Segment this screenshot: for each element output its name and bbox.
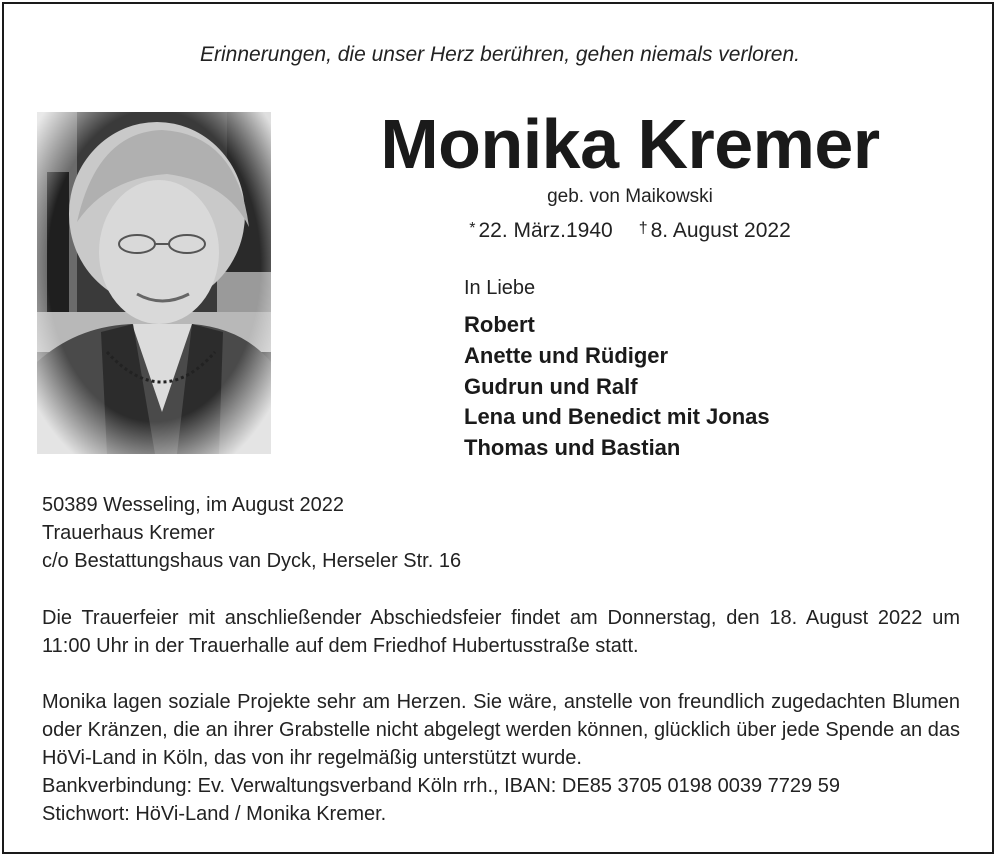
motto: Erinnerungen, die unser Herz berühren, gehen niemals verloren. (199, 43, 801, 66)
address-block (42, 491, 461, 575)
mourner: Anette und Rüdiger (464, 342, 669, 368)
donation-block (42, 688, 960, 828)
address-line: 50389 Wesseling, im August 2022 (42, 494, 345, 516)
death-symbol: † (638, 220, 648, 237)
donation-text: Monika lagen soziale Projekte sehr am Herzen. Sie wäre, anstelle von freundlich zugedachten Blumen oder Kränzen, die an ihrer Grabstelle nicht abgelegt werden können, glücklich über jede Spende an das HöVi-Land in Köln, das von ihr regelmäßig unterstützt wurde. (42, 691, 960, 769)
mourner: Lena und Benedict mit Jonas (464, 404, 770, 430)
life-dates (340, 219, 920, 243)
deceased-name: Monika Kremer (380, 105, 880, 183)
birth-date: 22. März.1940 (478, 219, 613, 242)
mourner: Gudrun und Ralf (464, 373, 638, 399)
ceremony-text: Die Trauerfeier mit anschließender Abschiedsfeier findet am Donnerstag, den 18. August 2022 um 11:00 Uhr in der Trauerhalle auf dem Friedhof Hubertusstraße statt. (42, 607, 960, 657)
address-line: Trauerhaus Kremer (42, 522, 215, 544)
mourner: Robert (464, 312, 535, 337)
maiden-name: geb. von Maikowski (547, 186, 713, 207)
address-line: c/o Bestattungshaus van Dyck, Herseler Str. 16 (42, 550, 462, 572)
death-date: 8. August 2022 (650, 219, 791, 242)
bank-details: Bankverbindung: Ev. Verwaltungsverband Köln rrh., IBAN: DE85 3705 0198 0039 7729 59 (42, 775, 840, 797)
mourners-list (464, 310, 770, 464)
donation-keyword: Stichwort: HöVi-Land / Monika Kremer. (42, 803, 387, 825)
birth-symbol: * (469, 220, 476, 237)
mourner: Thomas und Bastian (464, 435, 681, 461)
in-love-label: In Liebe (464, 277, 536, 299)
portrait-photo (37, 112, 271, 454)
